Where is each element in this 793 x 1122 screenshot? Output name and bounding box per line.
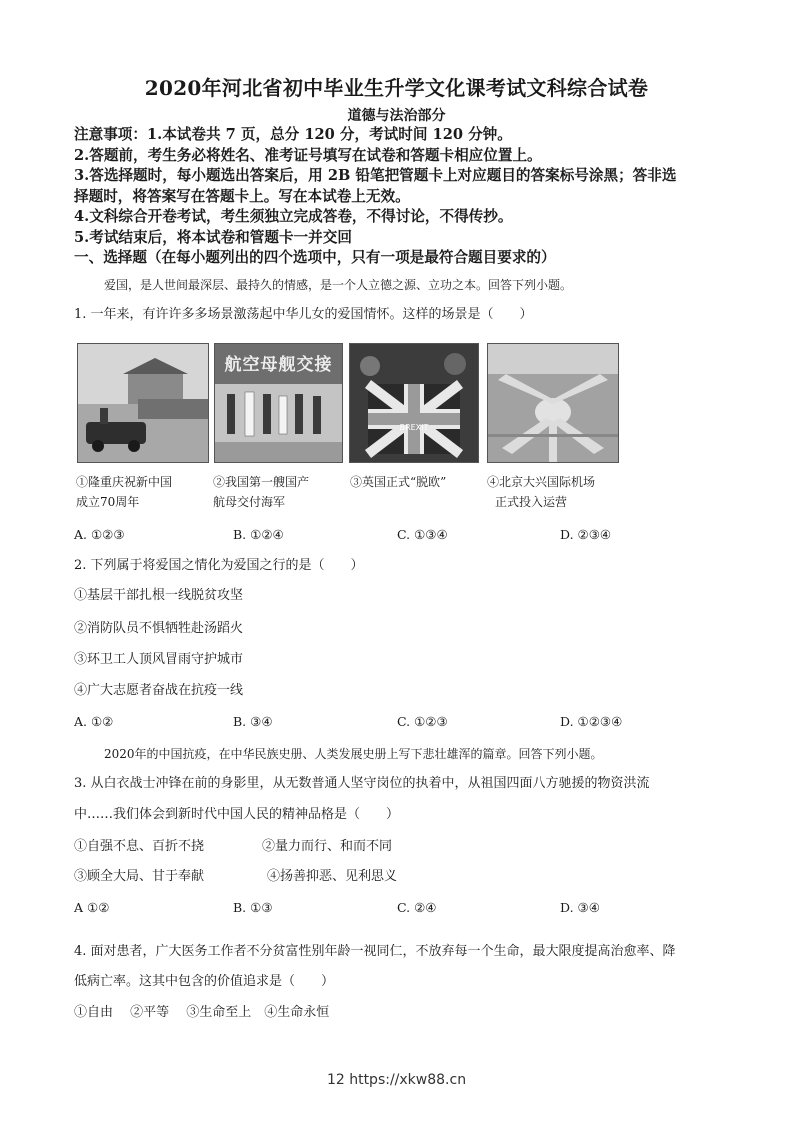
q2-statement: ③环卫工人顶风冒雨守护城市 [74, 652, 244, 667]
notice-line: 择题时，将答案写在答题卡上。写在本试卷上无效。 [74, 188, 410, 205]
exam-subtitle: 道德与法治部分 [347, 108, 446, 124]
q2-option-b: B. ③④ [233, 714, 273, 729]
brexit-label: BREXIT [399, 423, 429, 432]
q1-option-d: D. ②③④ [560, 527, 612, 542]
q3-statement: ②量力而行、和而不同 [262, 839, 393, 854]
photo-caption-4: ④北京大兴国际机场 正式投入运营 [487, 475, 596, 509]
q1-option-b: B. ①②④ [233, 527, 284, 542]
brexit-photo [349, 343, 479, 463]
notice-line: 4.文科综合开卷考试，考生须独立完成答卷，不得讨论，不得传抄。 [74, 208, 513, 225]
q2-option-a: A. ①② [74, 714, 114, 729]
q2-statement: ①基层干部扎根一线脱贫攻坚 [74, 588, 244, 603]
q1-option-c: C. ①③④ [397, 527, 448, 542]
exam-title: 2020年河北省初中毕业生升学文化课考试文科综合试卷 [144, 76, 649, 100]
q3-statement: ①自强不息、百折不挠 [74, 839, 205, 854]
question-4-stem: 4. 面对患者，广大医务工作者不分贫富性别年龄一视同仁，不放弃每一个生命，最大限度提高治愈率、降 [74, 944, 676, 959]
airport-photo [487, 343, 619, 463]
q2-statement: ④广大志愿者奋战在抗疫一线 [74, 683, 244, 698]
q2-option-c: C. ①②③ [397, 714, 448, 729]
q3-option-b: B. ①③ [233, 900, 273, 915]
photo-caption-3: ③英国正式“脱欧” [350, 475, 447, 489]
question-3-stem: 中……我们体会到新时代中国人民的精神品格是（ ） [74, 807, 400, 822]
q1-option-a: A. ①②③ [74, 527, 125, 542]
question-2-stem: 2. 下列属于将爱国之情化为爱国之行的是（ ） [74, 558, 364, 573]
question-3-stem: 3. 从白衣战士冲锋在前的身影里，从无数普通人坚守岗位的执着中，从祖国四面八方驰援的物资洪流 [74, 776, 650, 791]
carrier-handover-photo [214, 343, 343, 463]
photo-caption-2: ②我国第一艘国产 航母交付海军 [213, 475, 310, 509]
notice-line: 3.答选择题时，每小题选出答案后，用 2B 铅笔把管题卡上对应题目的答案标号涂黑；答非选 [74, 167, 677, 184]
question-1-stem: 1. 一年来，有许许多多场景激荡起中华儿女的爱国情怀。这样的场景是（ ） [74, 307, 533, 322]
parade-photo [77, 343, 209, 463]
page-footer: 12 https://xkw88.cn [326, 1072, 467, 1088]
notice-line: 注意事项：1.本试卷共 7 页，总分 120 分，考试时间 120 分钟。 [74, 126, 512, 143]
question-4-stem: 低病亡率。这其中包含的价值追求是（ ） [74, 974, 335, 989]
carrier-banner: 航空母舰交接 [224, 355, 333, 375]
group-intro: 2020年的中国抗疫，在中华民族史册、人类发展史册上写下悲壮雄浑的篇章。回答下列小题。 [104, 747, 603, 761]
q3-option-d: D. ③④ [560, 900, 600, 915]
notice-line: 5.考试结束后，将本试卷和管题卡一并交回 [74, 229, 352, 246]
group-intro: 爱国，是人世间最深层、最持久的情感，是一个人立德之源、立功之本。回答下列小题。 [104, 278, 573, 292]
q3-statement: ④扬善抑恶、见利思义 [267, 869, 398, 884]
q3-option-a: A ①② [74, 900, 110, 915]
q4-statements: ①自由 ②平等 ③生命至上 ④生命永恒 [74, 1005, 330, 1020]
q2-option-d: D. ①②③④ [560, 714, 623, 729]
q3-statement: ③顾全大局、甘于奉献 [74, 869, 205, 884]
section-heading: 一、选择题（在每小题列出的四个选项中，只有一项是最符合题目要求的） [74, 249, 556, 266]
q2-statement: ②消防队员不惧牺牲赴汤蹈火 [74, 621, 244, 636]
notice-line: 2.答题前，考生务必将姓名、准考证号填写在试卷和答题卡相应位置上。 [74, 147, 542, 164]
q3-option-c: C. ②④ [397, 900, 437, 915]
photo-caption-1: ①隆重庆祝新中国 成立70周年 [76, 475, 173, 509]
